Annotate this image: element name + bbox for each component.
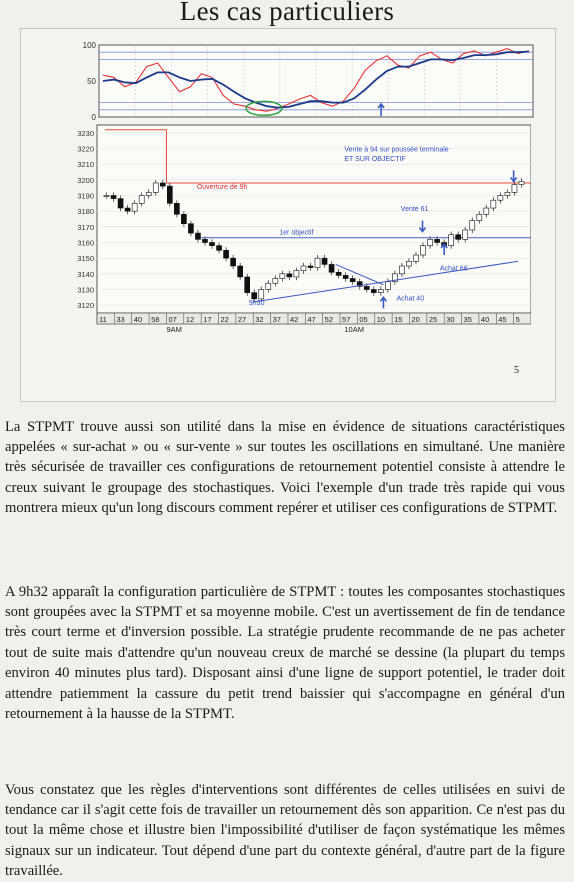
candle-body bbox=[336, 272, 341, 275]
price-annotation-6: Achat 66 bbox=[439, 265, 468, 273]
price-x-tick-label: 5 bbox=[515, 315, 520, 324]
candle-body bbox=[245, 277, 250, 293]
slide-frame bbox=[20, 28, 556, 402]
candle-body bbox=[273, 279, 278, 284]
candle-body bbox=[160, 183, 165, 186]
candle-body bbox=[217, 246, 222, 251]
candle-body bbox=[477, 214, 482, 220]
candle-body bbox=[308, 266, 313, 268]
osc-y-tick-label: 0 bbox=[91, 113, 96, 121]
candle-body bbox=[167, 186, 172, 203]
candle-body bbox=[111, 196, 116, 199]
price-y-tick-label: 3130 bbox=[77, 285, 94, 295]
candle-body bbox=[280, 274, 285, 279]
price-x-tick-label: 20 bbox=[411, 315, 420, 324]
price-x-tick-label: 37 bbox=[272, 315, 281, 324]
price-chart bbox=[61, 121, 531, 355]
stochastic-chart bbox=[81, 41, 535, 121]
price-y-tick-label: 3210 bbox=[77, 160, 94, 170]
price-x-tick-label: 45 bbox=[498, 315, 507, 324]
price-annotation-2: ET SUR OBJECTIF bbox=[344, 156, 406, 164]
paragraph-2: A 9h32 apparaît la configuration particulière de STPMT : toutes les composantes stochastiques sont groupées avec la STPMT et sa moyenne mobile. C'est un avertissement de fin de tendance très court terme et d'inversion possible. La stratégie prudente recommande de ne pas acheter tout de suite mais d'attendre qu'un nouveau creux de marché se dessine (la plupart du temps environ 40 minutes plus tard). Disposant ainsi d'une ligne de support potentiel, le trader doit attendre patiemment la cassure du petit trend baissier qui s'accompagne en général d'un retournement à la hausse de la STPMT. bbox=[5, 583, 565, 723]
candle-body bbox=[484, 208, 489, 214]
candle-body bbox=[505, 192, 510, 195]
price-session-label: 10AM bbox=[344, 325, 364, 334]
price-x-tick-label: 17 bbox=[203, 315, 212, 324]
price-annotation-8: 9h30 bbox=[248, 300, 265, 308]
candle-body bbox=[118, 199, 123, 208]
candle-body bbox=[301, 266, 306, 271]
price-annotation-5: Vente 61 bbox=[400, 206, 429, 214]
candle-body bbox=[146, 192, 151, 195]
candle-body bbox=[153, 183, 158, 192]
price-y-tick-label: 3120 bbox=[77, 301, 94, 311]
candle-body bbox=[364, 286, 369, 289]
candle-body bbox=[195, 233, 200, 239]
candle-body bbox=[294, 271, 299, 277]
price-x-tick-label: 07 bbox=[168, 315, 177, 324]
candle-body bbox=[519, 181, 524, 184]
price-session-label: 9AM bbox=[166, 325, 182, 334]
candle-body bbox=[385, 282, 390, 290]
candle-body bbox=[125, 208, 130, 211]
price-x-tick-label: 35 bbox=[463, 315, 472, 324]
candle-body bbox=[350, 279, 355, 282]
candle-body bbox=[498, 196, 503, 201]
price-x-tick-label: 12 bbox=[185, 315, 195, 324]
candle-body bbox=[259, 290, 264, 299]
candle-body bbox=[329, 264, 334, 272]
candle-body bbox=[463, 230, 468, 239]
price-annotation-4: 1er objectif bbox=[279, 229, 314, 237]
price-x-tick-label: 05 bbox=[359, 315, 368, 324]
price-x-tick-label: 40 bbox=[133, 315, 143, 324]
price-annotation-7: Achat 40 bbox=[396, 295, 425, 303]
candle-body bbox=[456, 235, 461, 240]
price-x-tick-label: 10 bbox=[376, 315, 386, 324]
price-y-tick-label: 3190 bbox=[77, 191, 94, 201]
osc-y-tick-label: 50 bbox=[87, 77, 96, 86]
price-y-tick-label: 3160 bbox=[77, 238, 94, 248]
price-annotation-3: Ouverture de 9h bbox=[196, 184, 248, 192]
price-x-tick-label: 57 bbox=[342, 315, 351, 324]
candle-body bbox=[491, 200, 496, 208]
paragraph-1: La STPMT trouve aussi son utilité dans la mise en évidence de situations caractéristiques appelées « sur-achat » ou « sur-vente » sur toutes les oscillations en simultané. Une manière très sécurisée de travailler ces configurations de retournement potentiel consiste à attendre le creux suivant le groupage des stochastiques. Voici l'exemple d'un trade très rapide qui vous montrera mieux qu'un long discours comment repérer et utiliser ces configurations de STPMT. bbox=[5, 418, 565, 517]
price-annotation-1: Vente à 94 sur poussée terminale bbox=[344, 146, 449, 154]
candle-body bbox=[188, 224, 193, 233]
candle-body bbox=[406, 261, 411, 266]
candle-body bbox=[435, 239, 440, 242]
price-x-tick-label: 42 bbox=[289, 315, 299, 324]
candle-body bbox=[371, 290, 376, 293]
candle-body bbox=[104, 196, 109, 197]
price-x-tick-label: 27 bbox=[237, 315, 247, 324]
candle-body bbox=[231, 258, 236, 266]
price-x-tick-label: 30 bbox=[446, 315, 455, 324]
candle-body bbox=[421, 246, 426, 255]
candle-body bbox=[378, 290, 383, 293]
price-x-tick-label: 25 bbox=[428, 315, 438, 324]
candle-body bbox=[238, 266, 243, 277]
candle-body bbox=[224, 250, 229, 258]
price-x-tick-label: 11 bbox=[99, 315, 107, 324]
candle-body bbox=[428, 239, 433, 245]
price-y-tick-label: 3150 bbox=[77, 254, 94, 264]
candle-body bbox=[266, 283, 271, 289]
candle-body bbox=[413, 255, 418, 261]
slide-page-number: 5 bbox=[514, 365, 519, 376]
candle-body bbox=[449, 235, 454, 246]
price-x-tick-label: 15 bbox=[394, 315, 403, 324]
paragraph-3: Vous constatez que les règles d'interventions sont différentes de celles utilisées en suivi de tendance car il s'agit cette fois de travailler un retournement dès son apparition. Ce n'est pas du tout la même chose et illustre bien l'impossibilité d'utiliser de façon systématique les mêmes signaux sur un indicateur. Tout dépend d'une part du contexte général, d'autre part de la figure travaillée. bbox=[5, 781, 565, 880]
candle-body bbox=[181, 214, 186, 223]
price-y-tick-label: 3180 bbox=[77, 207, 94, 217]
price-x-tick-label: 40 bbox=[480, 315, 490, 324]
price-y-tick-label: 3230 bbox=[77, 128, 94, 138]
candle-body bbox=[174, 203, 179, 214]
candle-body bbox=[132, 203, 137, 211]
price-plot-area bbox=[97, 125, 531, 313]
osc-y-tick-label: 100 bbox=[82, 41, 96, 50]
price-x-tick-label: 22 bbox=[220, 315, 229, 324]
candle-body bbox=[210, 243, 215, 246]
page-title: Les cas particuliers bbox=[179, 0, 395, 26]
candle-body bbox=[512, 185, 517, 193]
price-y-tick-label: 3200 bbox=[77, 175, 94, 185]
price-y-tick-label: 3170 bbox=[77, 222, 94, 232]
price-x-tick-label: 33 bbox=[116, 315, 125, 324]
candle-body bbox=[139, 196, 144, 204]
price-x-tick-label: 47 bbox=[307, 315, 316, 324]
candle-body bbox=[470, 221, 475, 230]
candle-body bbox=[287, 274, 292, 277]
candle-body bbox=[315, 258, 320, 267]
price-x-tick-label: 58 bbox=[151, 315, 160, 324]
price-x-tick-label: 32 bbox=[255, 315, 264, 324]
candle-body bbox=[252, 293, 257, 299]
candle-body bbox=[202, 239, 207, 242]
price-x-tick-label: 52 bbox=[324, 315, 334, 324]
candle-body bbox=[322, 258, 327, 264]
candle-body bbox=[343, 275, 348, 278]
price-y-tick-label: 3140 bbox=[77, 269, 94, 279]
candle-body bbox=[399, 266, 404, 274]
price-y-tick-label: 3220 bbox=[77, 144, 94, 154]
